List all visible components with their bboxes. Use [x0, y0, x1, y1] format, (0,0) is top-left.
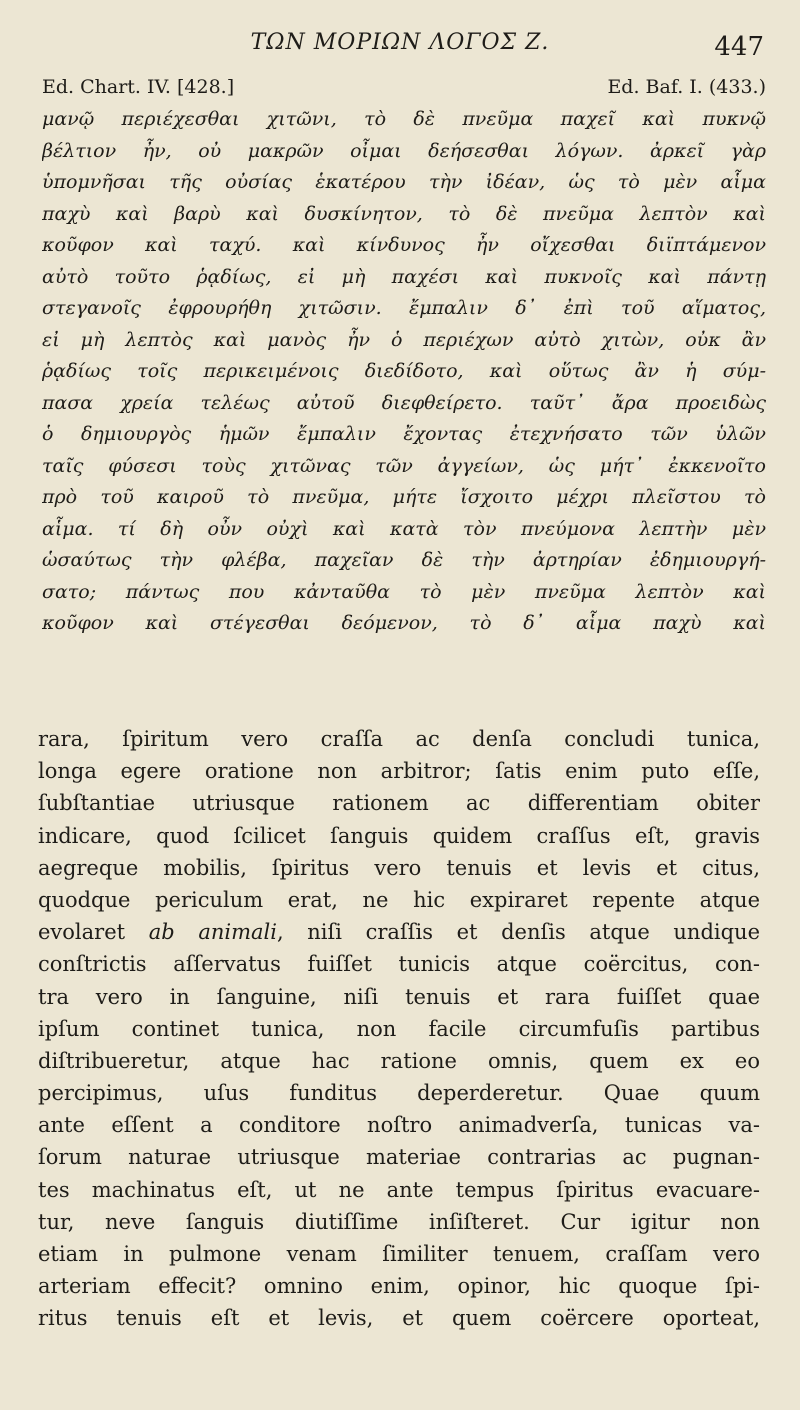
latin-line: longa egere oratione non arbitror; ſatis enim puto eſſe, — [38, 759, 760, 784]
greek-line: πρὸ τοῦ καιροῦ τὸ πνεῦμα, μήτε ἴσχοιτο μέχρι πλεῖστου τὸ — [42, 486, 766, 508]
greek-line: βέλτιον ἦν, οὐ μακρῶν οἶμαι δεήσεσθαι λόγων. ἀρκεῖ γὰρ — [42, 139, 766, 162]
running-head — [0, 30, 800, 60]
latin-line: conſtrictis aſſervatus fuiſſet tunicis atque coërcitus, con- — [38, 952, 760, 977]
latin-line: etiam in pulmone venam ſimiliter tenuem, craſſam vero — [38, 1242, 760, 1266]
greek-line: σατο; πάντως που κἀνταῦθα τὸ μὲν πνεῦμα λεπτὸν καὶ — [42, 580, 766, 603]
latin-line: rara, ſpiritum vero craſſa ac denſa concludi tunica, — [38, 727, 760, 751]
latin-line: ante eſſent a conditore noſtro animadverſa, tunicas va- — [38, 1113, 760, 1138]
greek-line: εἰ μὴ λεπτὸς καὶ μανὸς ἦν ὁ περιέχων αὐτὸ χιτὼν, οὐκ ἂν — [42, 328, 766, 351]
greek-line: παχὺ καὶ βαρὺ καὶ δυσκίνητον, τὸ δὲ πνεῦμα λεπτὸν καὶ — [42, 202, 766, 225]
greek-text-block — [42, 104, 766, 640]
latin-line: tes machinatus eſt, ut ne ante tempus ſpiritus evacuare- — [38, 1177, 760, 1202]
latin-line: ſorum naturae utriusque materiae contrarias ac pugnan- — [38, 1145, 760, 1170]
greek-line: ὑπομνῆσαι τῆς οὐσίας ἑκατέρου τὴν ἰδέαν, ὡς τὸ μὲν αἷμα — [42, 171, 766, 193]
latin-line: ipſum continet tunica, non facile circumfuſis partibus — [38, 1016, 760, 1041]
edition-chartier: Ed. Chart. IV. [428.] — [42, 76, 235, 98]
latin-line: ſubſtantiae utriusque rationem ac differentiam obiter — [38, 791, 760, 816]
latin-line: quodque periculum erat, ne hic expiraret repente atque — [38, 887, 760, 912]
greek-line: ὡσαύτως τὴν φλέβα, παχεῖαν δὲ τὴν ἀρτηρίαν ἐδημιουργή- — [42, 549, 766, 571]
greek-line: ταῖς φύσεσι τοὺς χιτῶνας τῶν ἀγγείων, ὡς μήτ᾽ ἐκκενοῖτο — [42, 454, 766, 477]
latin-line: diſtribueretur, atque hac ratione omnis, quem ex eo — [38, 1048, 760, 1073]
latin-line: tra vero in ſanguine, niſi tenuis et rara fuiſſet quae — [38, 984, 760, 1009]
greek-line: αὐτὸ τοῦτο ῥᾳδίως, εἰ μὴ παχέσι καὶ πυκνοῖς καὶ πάντῃ — [42, 265, 766, 288]
latin-text-block — [38, 723, 760, 1335]
greek-line: ὁ δημιουργὸς ἡμῶν ἔμπαλιν ἔχοντας ἐτεχνήσατο τῶν ὑλῶν — [42, 423, 766, 445]
latin-line: percipimus, uſus funditus deperderetur. Quae quum — [38, 1081, 760, 1106]
page-number: 447 — [714, 32, 764, 62]
running-title: ΤΩΝ ΜΟΡΙΩΝ ΛΟΓΟΣ Ζ. — [250, 30, 550, 55]
greek-line: κοῦφον καὶ ταχύ. καὶ κίνδυνος ἦν οἴχεσθαι διϊπτάμενον — [42, 234, 766, 256]
greek-line: μανῷ περιέχεσθαι χιτῶνι, τὸ δὲ πνεῦμα παχεῖ καὶ πυκνῷ — [42, 108, 766, 130]
latin-line: aegreque mobilis, ſpiritus vero tenuis et levis et citus, — [38, 855, 760, 880]
edition-line — [42, 76, 766, 102]
greek-line: πασα χρεία τελέως αὐτοῦ διεφθείρετο. ταῦτ᾽ ἄρα προειδὼς — [42, 391, 766, 414]
latin-line: evolaret ab animali, niſi craſſis et denſis atque undique — [38, 920, 760, 945]
latin-line: ritus tenuis eſt et levis, et quem coërcere oporteat, — [38, 1306, 760, 1331]
latin-line: tur, neve ſanguis diutiſſime inſiſteret. Cur igitur non — [38, 1209, 760, 1234]
edition-basel: Ed. Baf. I. (433.) — [607, 76, 766, 98]
greek-line: αἷμα. τί δὴ οὖν οὐχὶ καὶ κατὰ τὸν πνεύμονα λεπτὴν μὲν — [42, 517, 766, 540]
latin-line: indicare, quod ſcilicet ſanguis quidem craſſus eſt, gravis — [38, 823, 760, 848]
greek-line: ῥᾳδίως τοῖς περικειμένοις διεδίδοτο, καὶ οὕτως ἂν ἡ σύμ- — [42, 360, 766, 382]
greek-line: κοῦφον καὶ στέγεσθαι δεόμενον, τὸ δ᾽ αἷμα παχὺ καὶ — [42, 612, 766, 634]
greek-line: στεγανοῖς ἐφρουρήθη χιτῶσιν. ἔμπαλιν δ᾽ ἐπὶ τοῦ αἵματος, — [42, 297, 766, 319]
latin-line: arteriam effecit? omnino enim, opinor, hic quoque ſpi- — [38, 1274, 760, 1299]
